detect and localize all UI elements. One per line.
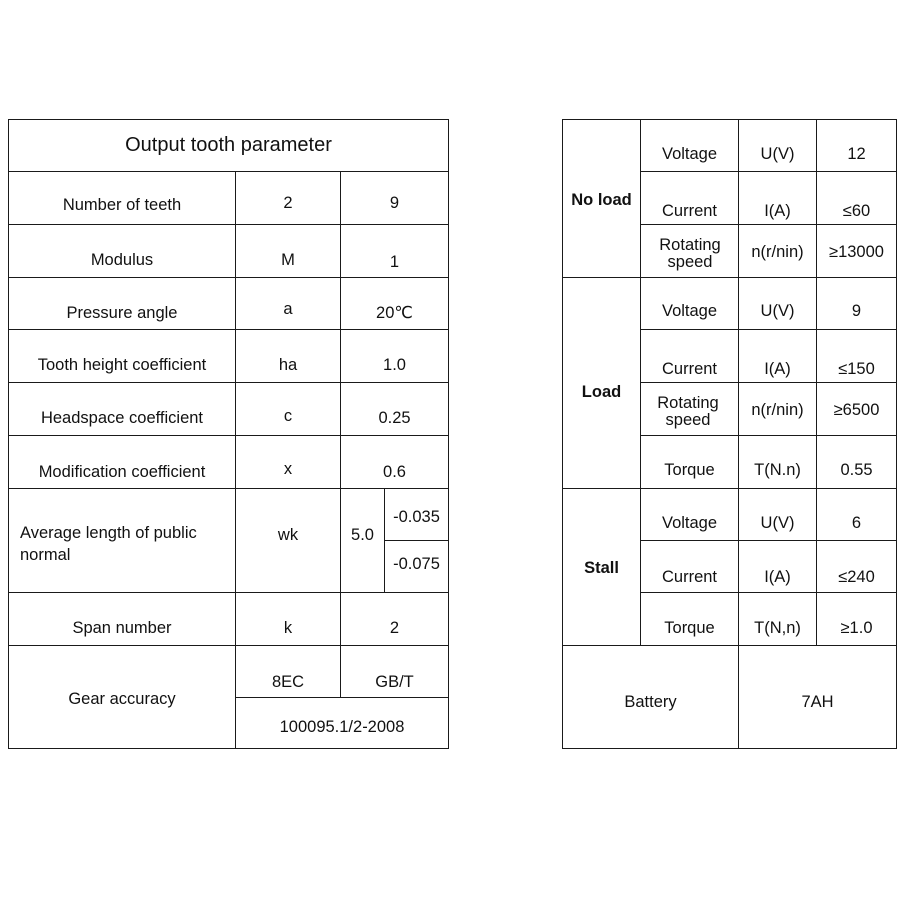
- rule: [235, 697, 448, 698]
- rule: [640, 329, 896, 330]
- rule: [448, 119, 449, 749]
- symbol-headspace-coefficient: c: [283, 406, 293, 425]
- rule: [562, 488, 896, 489]
- load-voltage-label: Voltage: [661, 301, 718, 320]
- value-normal-upper-tolerance: -0.035: [393, 507, 440, 526]
- rule: [640, 540, 896, 541]
- rule: [8, 435, 448, 436]
- value-modification-coefficient: 0.6: [383, 462, 406, 481]
- label-pressure-angle: Pressure angle: [66, 303, 178, 322]
- value-number-of-teeth: 9: [389, 193, 400, 212]
- section-stall: Stall: [584, 558, 619, 577]
- label-modification-coefficient: Modification coefficient: [38, 462, 206, 481]
- symbol-pressure-angle: a: [283, 299, 293, 318]
- rule: [8, 224, 448, 225]
- label-span-number: Span number: [72, 618, 172, 637]
- rule: [562, 748, 897, 749]
- rule: [8, 645, 448, 646]
- symbol-tooth-height-coefficient: ha: [278, 355, 298, 374]
- symbol-number-of-teeth: 2: [283, 193, 293, 212]
- rule: [640, 592, 896, 593]
- battery-value: 7AH: [801, 692, 834, 711]
- no-load-current-label: Current: [661, 201, 718, 220]
- load-voltage-unit: U(V): [760, 301, 795, 320]
- no-load-current-value: ≤60: [842, 201, 871, 220]
- label-gear-accuracy: Gear accuracy: [68, 689, 176, 708]
- stall-torque-value: ≥1.0: [840, 618, 873, 637]
- load-torque-value: 0.55: [840, 460, 873, 479]
- rule: [8, 171, 448, 172]
- load-torque-unit: T(N.n): [754, 460, 801, 479]
- symbol-modulus: M: [281, 250, 295, 269]
- no-load-current-unit: I(A): [764, 201, 791, 220]
- value-gear-accuracy-grade: 8EC: [271, 672, 305, 691]
- value-gear-accuracy-standard-number: 100095.1/2-2008: [279, 717, 405, 736]
- stall-torque-label: Torque: [664, 618, 715, 637]
- value-gear-accuracy-standard: GB/T: [375, 672, 414, 691]
- value-normal-lower-tolerance: -0.075: [393, 554, 440, 573]
- rule: [8, 488, 448, 489]
- rule: [562, 645, 896, 646]
- load-speed-label: Rotating speed: [657, 394, 719, 429]
- no-load-speed-unit: n(r/nin): [751, 242, 804, 261]
- load-current-unit: I(A): [764, 359, 791, 378]
- no-load-speed-value: ≥13000: [829, 242, 884, 261]
- rule: [8, 748, 449, 749]
- value-headspace-coefficient: 0.25: [378, 408, 411, 427]
- stall-voltage-label: Voltage: [661, 513, 718, 532]
- battery-label: Battery: [624, 692, 677, 711]
- label-number-of-teeth: Number of teeth: [62, 195, 182, 214]
- label-tooth-height-coefficient: Tooth height coefficient: [37, 355, 207, 374]
- stall-current-value: ≤240: [838, 567, 875, 586]
- stall-voltage-value: 6: [851, 513, 862, 532]
- rule: [562, 277, 896, 278]
- rule: [8, 382, 448, 383]
- load-current-label: Current: [661, 359, 718, 378]
- no-load-voltage-value: 12: [847, 144, 866, 163]
- symbol-modification-coefficient: x: [283, 459, 293, 478]
- stall-voltage-unit: U(V): [760, 513, 795, 532]
- rule: [562, 119, 896, 120]
- load-torque-label: Torque: [664, 460, 715, 479]
- table-title: Output tooth parameter: [125, 134, 332, 156]
- section-load: Load: [581, 382, 622, 401]
- rule: [8, 592, 448, 593]
- load-voltage-value: 9: [851, 301, 862, 320]
- rule: [640, 171, 896, 172]
- label-average-length-of-public-normal: Average length of public normal: [20, 524, 197, 564]
- rule: [8, 277, 448, 278]
- load-current-value: ≤150: [838, 359, 875, 378]
- value-span-number: 2: [389, 618, 400, 637]
- symbol-average-length-of-public-normal: wk: [277, 525, 299, 544]
- value-normal-base: 5.0: [351, 525, 374, 544]
- symbol-span-number: k: [283, 618, 293, 637]
- no-load-voltage-unit: U(V): [760, 144, 795, 163]
- stall-torque-unit: T(N,n): [754, 618, 801, 637]
- label-modulus: Modulus: [90, 250, 154, 269]
- rule: [384, 540, 448, 541]
- load-speed-unit: n(r/nin): [751, 400, 804, 419]
- load-speed-value: ≥6500: [833, 400, 880, 419]
- stall-current-unit: I(A): [764, 567, 791, 586]
- rule: [640, 435, 896, 436]
- rule: [8, 329, 448, 330]
- section-no-load: No load: [571, 190, 632, 209]
- label-headspace-coefficient: Headspace coefficient: [40, 408, 204, 427]
- no-load-speed-label: Rotating speed: [659, 236, 721, 271]
- value-pressure-angle: 20℃: [376, 303, 413, 322]
- value-modulus: 1: [389, 252, 400, 271]
- rule: [896, 119, 897, 749]
- no-load-voltage-label: Voltage: [661, 144, 718, 163]
- value-tooth-height-coefficient: 1.0: [383, 355, 406, 374]
- stall-current-label: Current: [661, 567, 718, 586]
